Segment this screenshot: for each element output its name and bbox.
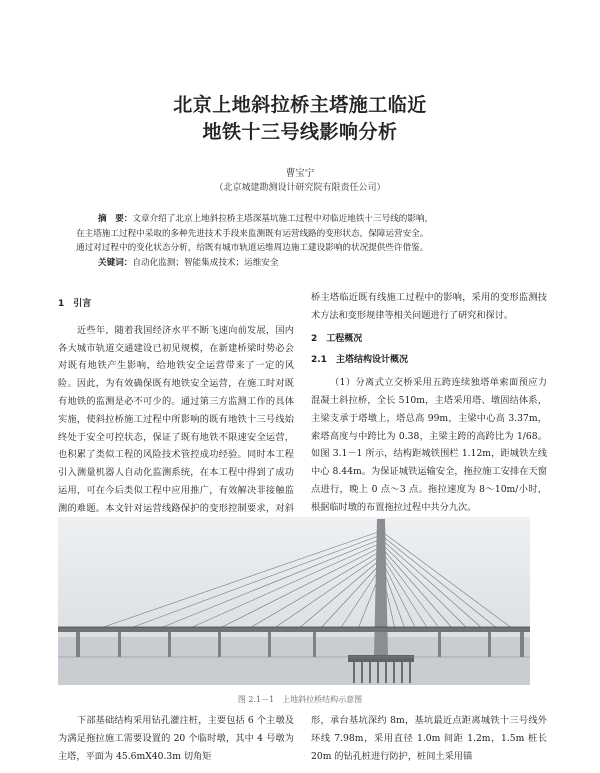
author-name: 曹宝宁 [285,168,315,179]
keywords-text: 自动化监测；智能集成技术；运维安全 [132,257,279,268]
foundation-paragraph: 下部基础结构采用钻孔灌注桩，主要包括 6 个主墩及为满足拖拉施工需要设置的 20 个临时墩，其中 4 号墩为主塔，平面为 45.6mX40.3m 切角矩 [58,715,294,762]
abstract-line-3: 通过对过程中的变化状态分析，给既有城市轨道运维周边施工建设影响的状况提供些许借鉴。 [76,243,429,253]
section-2-heading: 2 工程概况 [311,333,363,344]
title-line-2: 地铁十三号线影响分析 [202,121,398,143]
ground-area [58,637,530,685]
abstract-text-1: 文章介绍了北京上地斜拉桥主塔深基坑施工过程中对临近地铁十三号线的影响， [132,214,434,224]
abstract-line-1 [76,212,528,227]
pit-paragraph: 形，承台基坑深约 8m，基坑最近点距离城铁十三号线外环线 7.98m，采用直径 1.0m 间距 1.2m，1.5m 桩长 20m 的钻孔桩进行防护，桩间土采用锚 [311,715,547,762]
figure-caption: 图 2.1－1 上地斜拉桥结构示意图 [237,695,363,704]
author-affiliation: （北京城建勘测设计研究院有限责任公司） [214,183,386,193]
bridge-figure [58,517,530,685]
abstract-label: 摘 要： [98,214,133,224]
bottom-left-column [58,712,294,765]
intro-paragraph: 近些年，随着我国经济水平不断飞速向前发展，国内各大城市轨道交通建设已初见规模，在新建桥梁时势必会对既有地铁产生影响，给地铁安全运营带来了一定的风险。因此，为有效确保既有地铁安全运营，在施工时对既有地铁的监测是必不可少的。通过第三方监测工作的具体实施，使斜拉桥施工过程中所影响的既有地铁十三号线始终处于安全可控状态，保证了既有地铁不限速安全运营，也积累了类似工程的风险技术管控成功经验。同时本工程引入测量机器人自动化监测系统，在本工程中得到了成功运用，可在今后类似工程中应用推广，有效解决非接触监测的难题。本文针对运营线路保护的变形控制要求，对斜 [58,324,294,514]
pylon-foundation [348,655,414,662]
structure-paragraph: （1）分离式立交桥采用五跨连续独塔单索面预应力混凝土斜拉桥，全长 510m，主塔采用塔、墩固结体系，主梁支承于塔墩上，塔总高 99m，主梁中心高 3.37m，索塔高度与中跨比为 0.38，主梁主跨的高跨比为 1/68。如图 3.1－1 所示，结构距城铁围栏 1.12m，距城铁左线中心 8.44m。为保证城铁运输安全，拖拉施工安排在天窗点进行，晚上 0 点～3 点。拖拉速度为 8～10m/小时，根据临时墩的布置拖拉过程中共分九次。 [311,377,547,513]
bridge-deck [58,627,530,632]
keywords-label: 关键词： [98,257,133,268]
right-column [311,289,547,517]
title-line-1: 北京上地斜拉桥主塔施工临近 [173,94,427,116]
bottom-right-column [311,712,547,765]
intro-continuation: 桥主塔临近既有线施工过程中的影响，采用的变形监测技术方法和变形规律等相关问题进行了研究和探讨。 [311,292,547,321]
section-1-heading: 1 引言 [58,299,92,309]
abstract-block [76,212,528,270]
article-title [0,92,600,146]
abstract-line-2: 在主塔施工过程中采取的多种先进技术手段来监测既有运营线路的变形状态，保障运营安全。 [76,228,429,239]
left-column [58,296,294,535]
section-2-1-heading: 2.1 主塔结构设计概况 [311,355,408,366]
keywords-line [76,256,528,271]
